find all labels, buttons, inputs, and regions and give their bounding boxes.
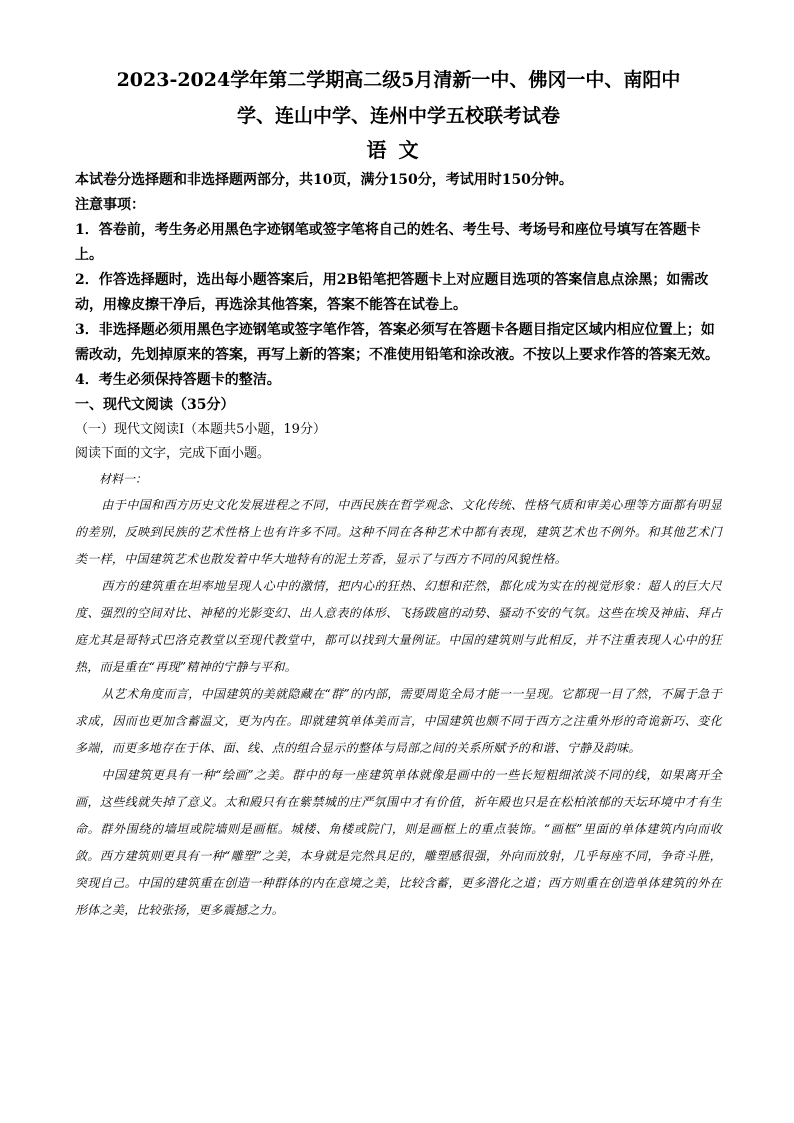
subsection-heading: （一）现代文阅读Ⅰ（本题共5小题，19分） (75, 422, 326, 437)
exam-title-line-2: 学、连山中学、连州中学五校联考试卷 (236, 105, 560, 127)
exam-title-line-1: 2023-2024学年第二学期高二级5月清新一中、佛冈一中、南阳中 (116, 69, 681, 91)
passage-paragraph: 从艺术角度而言，中国建筑的美就隐藏在“群”的内部，需要周览全局才能一一呈现。它都现一目了然，不属于急于求成，因而也更加含蓄温文，更为内在。即就建筑单体美而言，中国建筑也颇不同于西方之注重外形的奇诡新巧、变化多端，而更多地存在于体、面、线、点的组合显示的整体与局部之间的关系所赋予的和谐、宁静及韵味。 (75, 687, 722, 755)
passage-paragraph: 由于中国和西方历史文化发展进程之不同，中西民族在哲学观念、文化传统、性格气质和审美心理等方面都有明显的差别，反映到民族的艺术性格上也有许多不同。这种不同在各种艺术中都有表现，建筑艺术也不例外。和其他艺术门类一样，中国建筑艺术也散发着中华大地特有的泥土芳香，显示了与西方不同的风貌性格。 (75, 498, 722, 566)
section-heading: 一、现代文阅读（35分） (75, 397, 235, 413)
passage-paragraph: 西方的建筑重在坦率地呈现人心中的激情，把内心的狂热、幻想和茫然，都化成为实在的视觉形象：超人的巨大尺度、强烈的空间对比、神秘的光影变幻、出人意表的体形、飞扬跋扈的动势、骚动不安的气氛。这些在埃及神庙、拜占庭尤其是哥特式巴洛克教堂以至现代教堂中，都可以找到大量例证。中国的建筑则与此相反，并不注重表现人心中的狂热，而是重在“再现”精神的宁静与平和。 (75, 579, 722, 674)
instruction-3: 3．非选择题必须用黑色字迹钢笔或签字笔作答，答案必须写在答题卡各题目指定区域内相应位置上；如需改动，先划掉原来的答案，再写上新的答案；不准使用铅笔和涂改液。不按以上要求作答的答案无效。 (75, 322, 719, 363)
instruction-1: 1．答卷前，考生务必用黑色字迹钢笔或签字笔将自己的姓名、考生号、考场号和座位号填写在答题卡上。 (75, 222, 701, 263)
reading-prompt: 阅读下面的文字，完成下面小题。 (75, 446, 271, 461)
passage-paragraph: 中国建筑更具有一种“绘画”之美。群中的每一座建筑单体就像是画中的一些长短粗细浓淡不同的线，如果离开全画，这些线就失掉了意义。太和殿只有在紫禁城的庄严氛围中才有价值，祈年殿也只是在松柏浓郁的天坛环境中才有生命。群外围绕的墙垣或院墙则是画框。城楼、角楼或院门，则是画框上的重点装饰。“画框”里面的单体建筑内向而收敛。西方建筑则更具有一种“雕塑”之美，本身就是完然具足的，雕塑感很强，外向而放射，几乎每座不同，争奇斗胜，突现自己。中国的建筑重在创造一种群体的内在意境之美，比较含蓄，更多潜化之道；西方则重在创造单体建筑的外在形体之美，比较张扬，更多震撼之力。 (75, 768, 722, 917)
instruction-4: 4．考生必须保持答题卡的整洁。 (75, 372, 281, 388)
subject-title: 语文 (366, 138, 431, 162)
instruction-2: 2．作答选择题时，选出每小题答案后，用2B铅笔把答题卡上对应题目选项的答案信息点涂黑；如需改动，用橡皮擦干净后，再选涂其他答案，答案不能答在试卷上。 (75, 272, 709, 313)
material-label: 材料一： (99, 472, 148, 486)
notice-heading: 注意事项： (75, 197, 145, 213)
exam-intro: 本试卷分选择题和非选择题两部分，共10页，满分150分，考试用时150分钟。 (75, 172, 573, 188)
